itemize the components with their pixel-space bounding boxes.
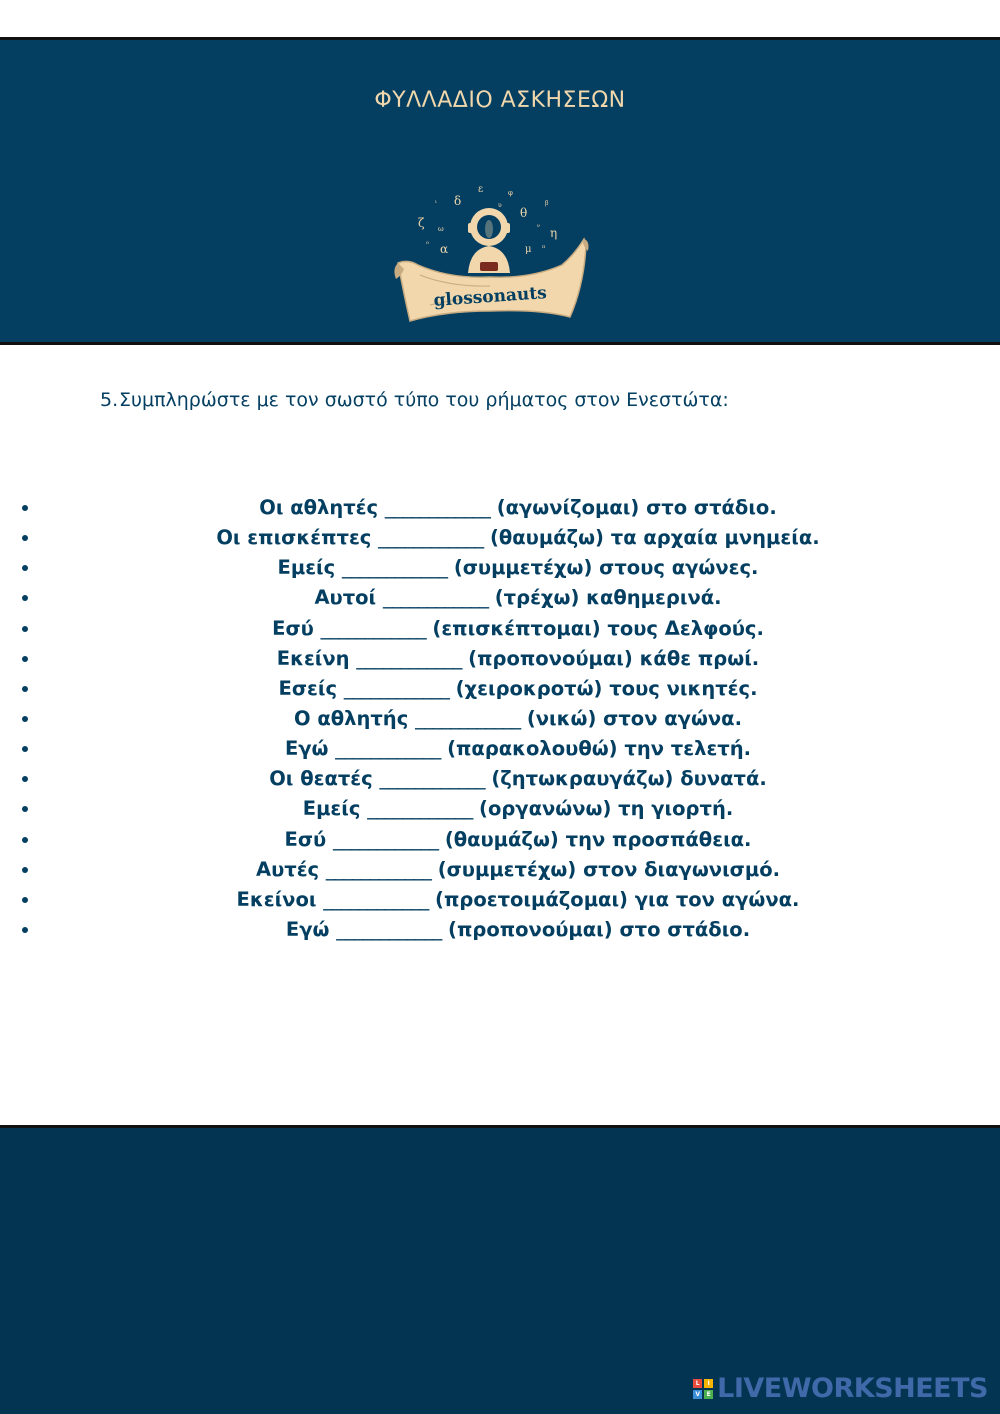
svg-text:μ: μ <box>525 244 532 255</box>
list-item <box>0 553 1000 583</box>
item-verb: (προπονούμαι) <box>448 917 613 941</box>
bullet-icon <box>22 806 28 812</box>
brand-text: LIVEWORKSHEETS <box>717 1373 988 1404</box>
list-item <box>0 493 1000 523</box>
svg-text:β: β <box>545 200 549 207</box>
item-rest: την τελετή. <box>624 737 752 761</box>
item-subject: Εσύ <box>284 827 327 851</box>
item-rest: για τον αγώνα. <box>634 887 800 911</box>
item-verb: (προπονούμαι) <box>468 646 633 670</box>
svg-text:φ: φ <box>508 189 513 197</box>
item-verb: (συμμετέχω) <box>453 556 593 580</box>
worksheet-title: ΦΥΛΛΑΔΙΟ ΑΣΚΗΣΕΩΝ <box>374 88 626 113</box>
logo-letter-v: V <box>693 1390 702 1399</box>
item-verb: (επισκέπτομαι) <box>432 616 601 640</box>
item-subject: Οι επισκέπτες <box>216 526 372 550</box>
bullet-icon <box>22 535 28 541</box>
item-rest: τους νικητές. <box>609 676 758 700</box>
answer-blank[interactable]: ____________ <box>379 767 485 791</box>
item-rest: την προσπάθεια. <box>565 827 752 851</box>
item-rest: στον αγώνα. <box>603 706 742 730</box>
bullet-icon <box>22 686 28 692</box>
answer-blank[interactable]: ____________ <box>343 676 449 700</box>
svg-text:ζ: ζ <box>418 216 425 230</box>
bullet-icon <box>22 505 28 511</box>
item-subject: Εμείς <box>302 797 361 821</box>
exercise-list <box>0 493 1000 945</box>
logo-text: glossonauts <box>432 283 548 311</box>
item-rest: δυνατά. <box>680 767 767 791</box>
svg-text:υ: υ <box>498 202 502 209</box>
bullet-icon <box>22 565 28 571</box>
logo-letter-i: I <box>704 1379 713 1388</box>
svg-text:ω: ω <box>438 225 444 233</box>
list-item <box>0 794 1000 824</box>
bullet-icon <box>22 927 28 933</box>
item-rest: στο στάδιο. <box>646 496 777 519</box>
svg-text:ο: ο <box>426 240 430 246</box>
footer-banner <box>0 1125 1000 1414</box>
logo-letter-e: E <box>704 1390 713 1399</box>
svg-text:ν: ν <box>537 223 541 229</box>
answer-blank[interactable]: ____________ <box>325 857 431 881</box>
bullet-icon <box>22 656 28 662</box>
item-verb: (νικώ) <box>526 706 597 730</box>
answer-blank[interactable]: ____________ <box>378 526 484 550</box>
list-item <box>0 644 1000 674</box>
list-item <box>0 614 1000 644</box>
item-subject: Εμείς <box>277 556 336 580</box>
svg-text:θ: θ <box>520 206 528 220</box>
item-rest: κάθε πρωί. <box>639 646 760 670</box>
exercise-number: 5. <box>100 389 119 411</box>
answer-blank[interactable]: ____________ <box>323 887 429 911</box>
item-verb: (προετοιμάζομαι) <box>435 887 628 911</box>
list-item <box>0 764 1000 794</box>
svg-text:ι: ι <box>435 199 437 205</box>
item-verb: (παρακολουθώ) <box>447 737 618 761</box>
item-subject: Εσείς <box>278 676 338 700</box>
item-verb: (χειροκροτώ) <box>455 676 603 700</box>
answer-blank[interactable]: ____________ <box>336 917 442 941</box>
item-subject: Αυτοί <box>314 586 377 610</box>
item-subject: Εκείνη <box>276 646 350 670</box>
list-item <box>0 704 1000 734</box>
answer-blank[interactable]: ____________ <box>384 496 490 519</box>
list-item <box>0 674 1000 704</box>
list-item <box>0 885 1000 915</box>
list-item <box>0 825 1000 855</box>
item-subject: Αυτές <box>255 857 320 881</box>
item-rest: τη γιορτή. <box>618 797 734 821</box>
liveworksheets-logo-icon <box>693 1379 713 1399</box>
item-subject: Ο αθλητής <box>293 706 409 730</box>
list-item <box>0 734 1000 764</box>
item-verb: (θαυμάζω) <box>444 827 559 851</box>
svg-text:π: π <box>542 244 546 250</box>
svg-text:α: α <box>440 242 449 256</box>
item-subject: Εγώ <box>284 737 329 761</box>
list-item <box>0 523 1000 553</box>
answer-blank[interactable]: ____________ <box>342 556 448 580</box>
bullet-icon <box>22 867 28 873</box>
item-subject: Οι αθλητές <box>259 496 379 519</box>
bullet-icon <box>22 776 28 782</box>
item-subject: Εσύ <box>272 616 314 640</box>
answer-blank[interactable]: ____________ <box>320 616 426 640</box>
answer-blank[interactable]: ____________ <box>382 586 488 610</box>
answer-blank[interactable]: ____________ <box>335 737 441 761</box>
astronaut-banner-logo-icon <box>390 145 590 311</box>
item-rest: τους Δελφούς. <box>607 616 764 640</box>
item-verb: (συμμετέχω) <box>437 857 577 881</box>
answer-blank[interactable]: ____________ <box>415 706 521 730</box>
instruction-text: Συμπληρώστε με τον σωστό τύπο του ρήματος στον Ενεστώτα: <box>119 389 729 411</box>
bullet-icon <box>22 837 28 843</box>
liveworksheets-brand[interactable] <box>693 1373 988 1404</box>
item-verb: (ζητωκραυγάζω) <box>491 767 674 791</box>
bullet-icon <box>22 746 28 752</box>
item-subject: Οι θεατές <box>269 767 373 791</box>
bullet-icon <box>22 595 28 601</box>
logo-letter-l: L <box>693 1379 702 1388</box>
answer-blank[interactable]: ____________ <box>367 797 473 821</box>
svg-text:δ: δ <box>454 194 462 208</box>
item-verb: (θαυμάζω) <box>489 526 604 550</box>
bullet-icon <box>22 897 28 903</box>
header-banner <box>0 37 1000 345</box>
item-verb: (οργανώνω) <box>479 797 612 821</box>
item-verb: (τρέχω) <box>494 586 580 610</box>
item-rest: τα αρχαία μνημεία. <box>610 526 820 550</box>
answer-blank[interactable]: ____________ <box>333 827 439 851</box>
bullet-icon <box>22 716 28 722</box>
svg-text:ε: ε <box>478 184 484 195</box>
item-subject: Εκείνοι <box>236 887 317 911</box>
exercise-instruction <box>100 389 729 411</box>
bullet-icon <box>22 626 28 632</box>
item-subject: Εγώ <box>285 917 330 941</box>
glossonauts-logo <box>390 145 590 311</box>
list-item <box>0 583 1000 613</box>
item-rest: στο στάδιο. <box>619 917 751 941</box>
item-rest: στους αγώνες. <box>599 556 759 580</box>
svg-text:η: η <box>550 226 558 240</box>
item-rest: καθημερινά. <box>586 586 722 610</box>
answer-blank[interactable]: ____________ <box>356 646 462 670</box>
list-item <box>0 855 1000 885</box>
list-item <box>0 915 1000 945</box>
item-verb: (αγωνίζομαι) <box>496 496 640 519</box>
item-rest: στον διαγωνισμό. <box>583 857 781 881</box>
